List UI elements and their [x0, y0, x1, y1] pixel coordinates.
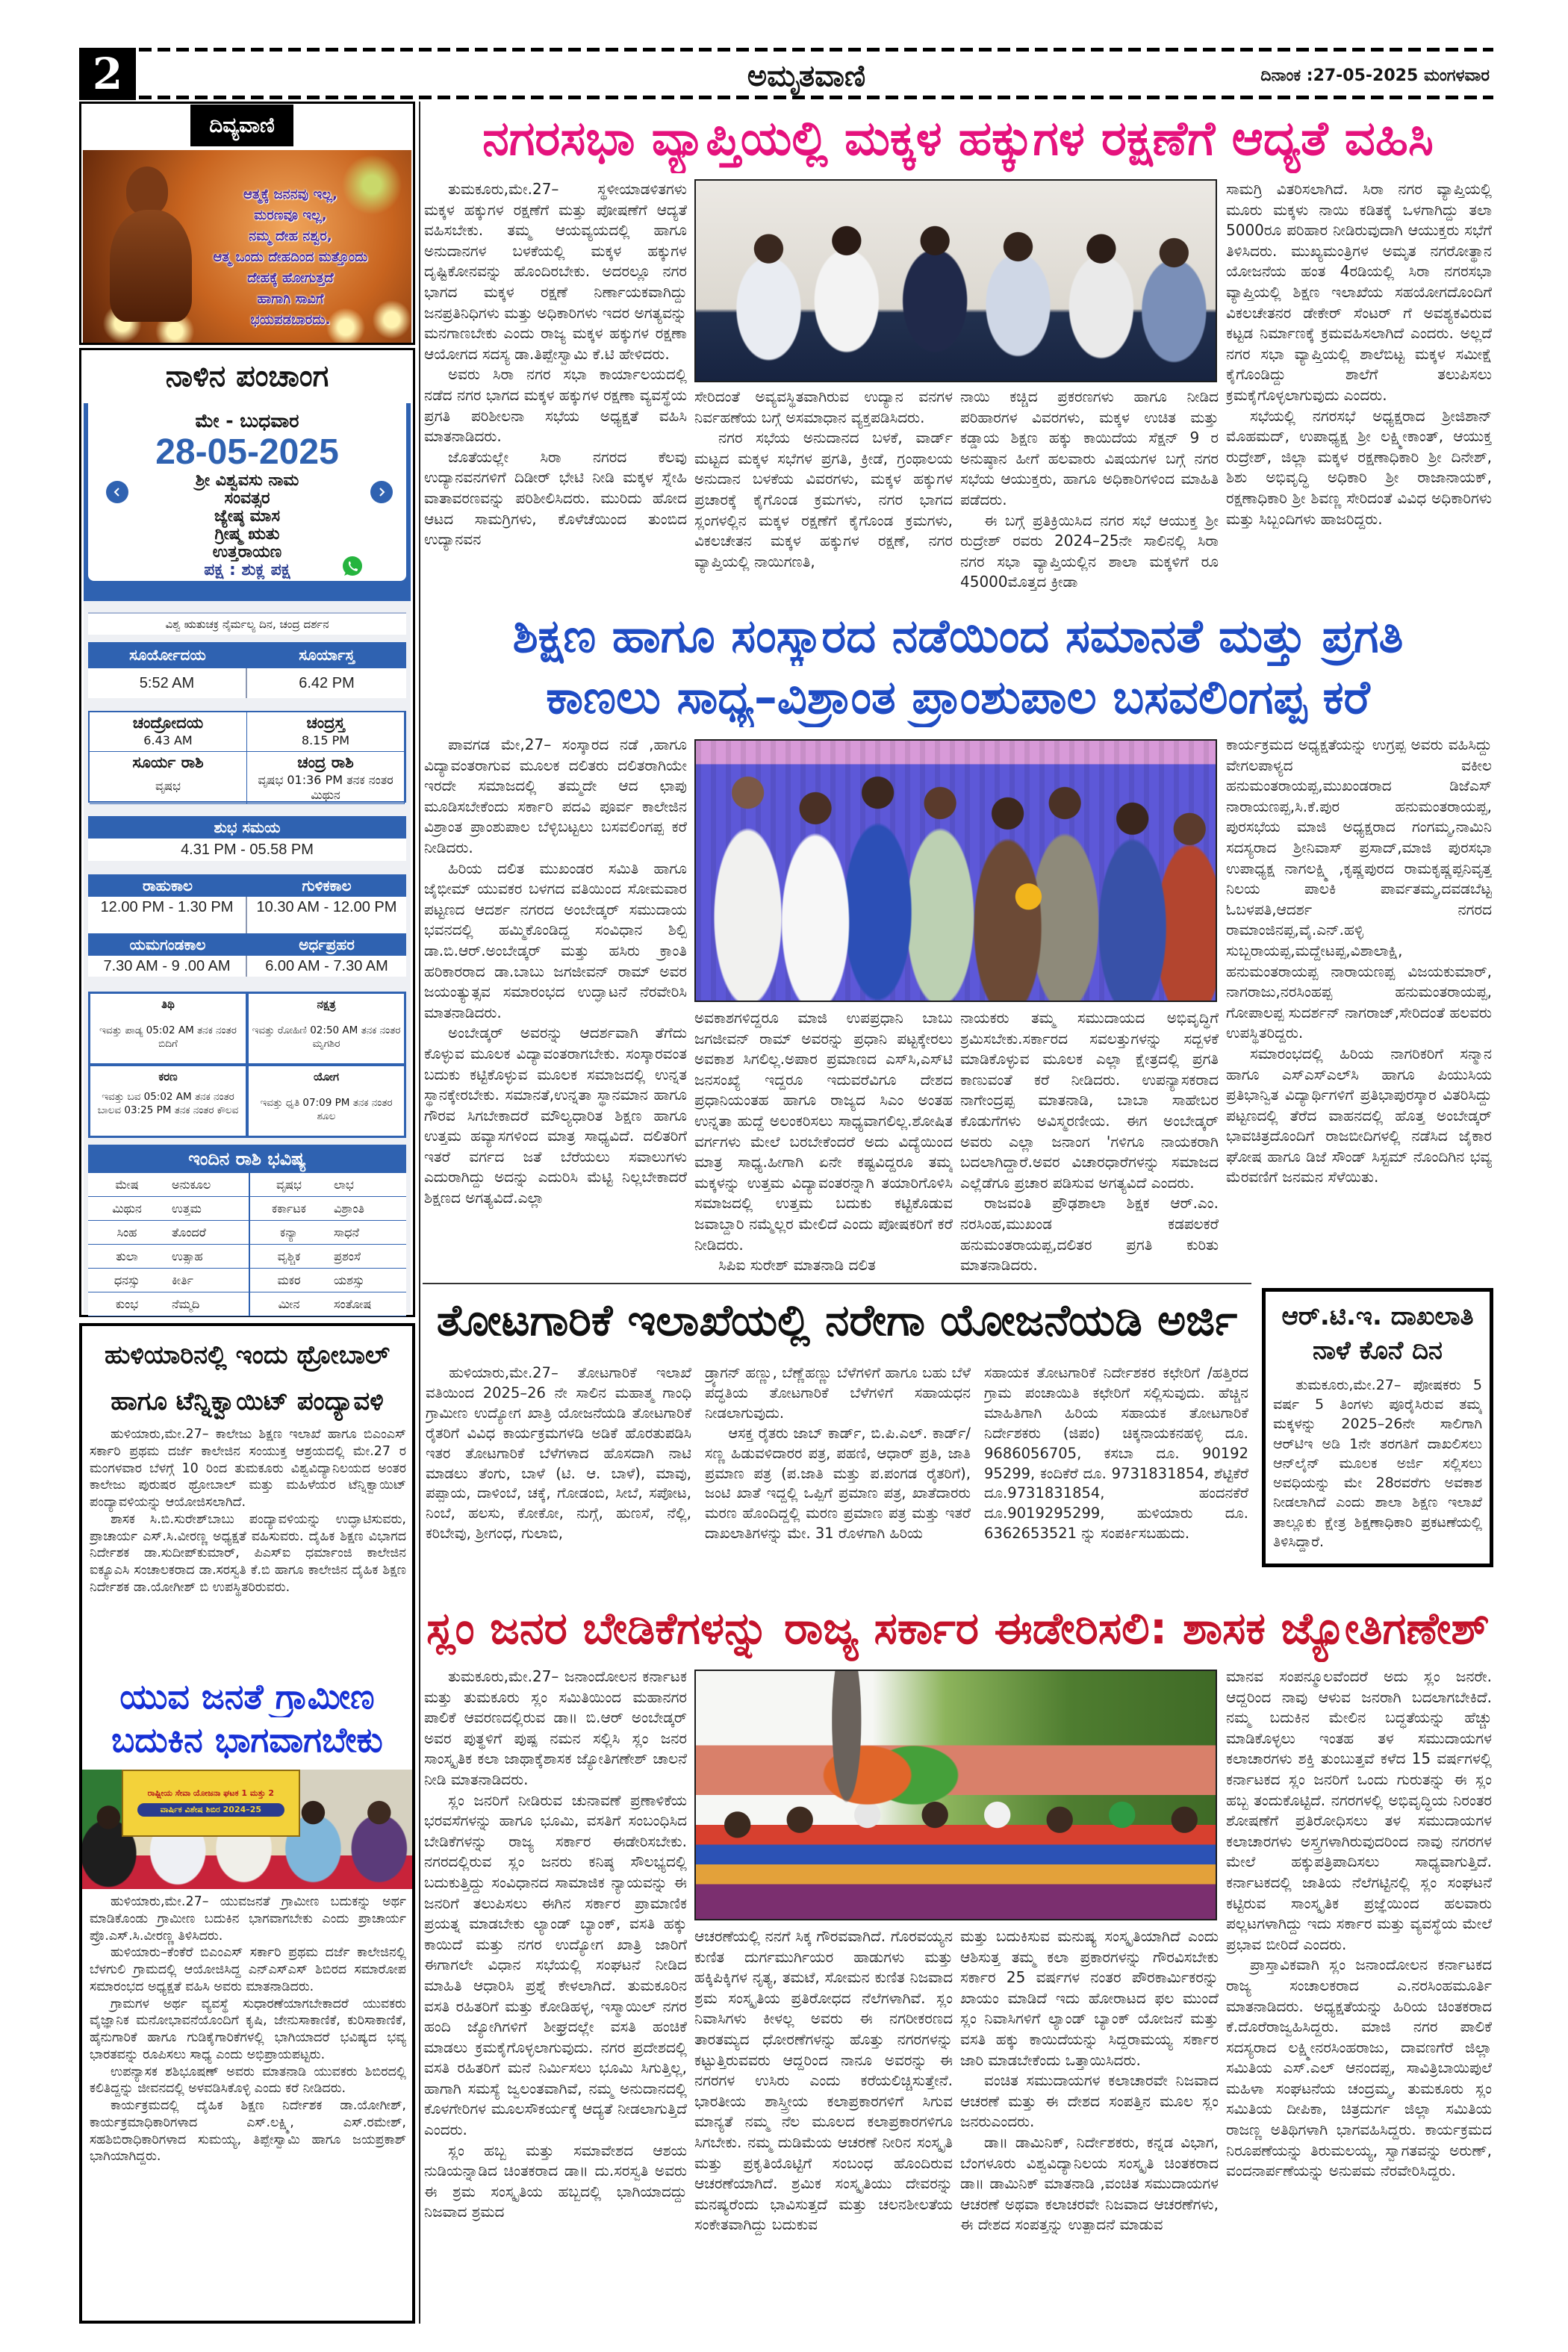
gulikakala-value: 10.30 AM - 12.00 PM	[247, 897, 406, 933]
rahukala-label: ರಾಹುಕಾಲ	[88, 874, 247, 897]
page-number: 2	[79, 48, 136, 100]
panchanga-date-panel	[84, 403, 411, 601]
horticulture-column-1	[426, 1363, 691, 1572]
rte-body	[1273, 1375, 1482, 1562]
article-paragraph: ಸಭೆಯಲ್ಲಿ ನಗರಸಭೆ ಅಧ್ಯಕ್ಷರಾದ ಶ್ರೀಜಿಶಾನ್ ಮೊಹಮದ್, ಉಪಾಧ್ಯಕ್ಷ ಶ್ರೀ ಲಕ್ಷ್ಮೀಕಾಂತ್, ಆಯುಕ್ತ ರುದ್ರೇಶ್, ಜಿಲ್ಲಾ ಮಕ್ಕಳ ರಕ್ಷಣಾಧಿಕಾರಿ ಶ್ರೀ ದಿನೇಶ್, ಶಿಶು ಅಭಿವೃದ್ಧಿ ಅಧಿಕಾರಿ ಶ್ರೀ ರಾಜಾನಾಯಕ್, ರಕ್ಷಣಾಧಿಕಾರಿ ಶ್ರೀ ಶಿವಣ್ಣ ಸೇರಿದಂತೆ ವಿವಿಧ ಅಧಿಕಾರಿಗಳು ಮತ್ತು ಸಿಬ್ಬಂದಿಗಳು ಹಾಜರಿದ್ದರು.	[1226, 406, 1492, 528]
kala-table	[88, 874, 406, 977]
article-paragraph: ನಾಯಿ ಕಚ್ಚಿದ ಪ್ರಕರಣಗಳು ಹಾಗೂ ನೀಡಿದ ಪರಿಹಾರಗಳ ವಿವರಗಳು, ಮಕ್ಕಳ ಉಚಿತ ಮತ್ತು ಕಡ್ಡಾಯ ಶಿಕ್ಷಣ ಹಕ್ಕು ಕಾಯಿದೆಯ ಸೆಕ್ಷನ್ 9 ರ ಅನುಷ್ಠಾನ ಹೀಗೆ ಹಲವಾರು ವಿಷಯಗಳ ಬಗ್ಗೆ ನಗರ ಸಭೆಯ ಆಯುಕ್ತರು, ಹಾಗೂ ಅಧಿಕಾರಿಗಳಿಂದ ಮಾಹಿತಿ ಪಡೆದರು.	[960, 388, 1219, 508]
banner-text: ರಾಷ್ಟ್ರೀಯ ಸೇವಾ ಯೋಜನಾ ಘಟಕ 1 ಮತ್ತು 2	[147, 1788, 275, 1798]
article-paragraph: ಕಾರ್ಯಕ್ರಮದ ಅಧ್ಯಕ್ಷತೆಯನ್ನು ಉಗ್ರಪ್ಪ ಅವರು ವಹಿಸಿದ್ದು ವೇಗಲಪಾಳ್ಯದ ವಕೀಲ ಹನುಮಂತರಾಯಪ್ಪ,ಮುಖಂಡರಾದ ಡಿಜೆಎಸ್ ನಾರಾಯಣಪ್ಪ,ಸಿ.ಕೆ.ಪುರ ಹನುಮಂತರಾಯಪ್ಪ, ಪುರಸಭೆಯ ಮಾಜಿ ಅಧ್ಯಕ್ಷರಾದ ಗಂಗಮ್ಮ,ನಾಮಿನಿ ಸದಸ್ಯರಾದ ಶ್ರೀನಿವಾಸ್ ಪ್ರಸಾದ್,ಮಾಜಿ ಪುರಸಭಾ ಉಪಾಧ್ಯಕ್ಷ ನಾಗಲಕ್ಷ್ಮಿ ,ಕೃಷ್ಣಪುರದ ರಾಮಕೃಷ್ಣಪ್ಪನಿವೃತ್ತ ನಿಲಯ ಪಾಲಕಿ ಪಾರ್ವತಮ್ಮ,ದವಡಬೆಟ್ಟ ಓಬಳಪತಿ,ಆದರ್ಶ ನಗರದ ರಾಮಾಂಜಿನಪ್ಪ,ವೈ.ಎನ್.ಹಳ್ಳಿ ಸುಬ್ಬರಾಯಪ್ಪ,ಮದ್ದೇಟಪ್ಪ,ವಿಶಾಲಾಕ್ಷಿ, ಹನುಮಂತರಾಯಪ್ಪ ನಾರಾಯಣಪ್ಪ ವಿಜಯಕುಮಾರ್, ನಾಗರಾಜು,ನರಸಿಂಹಪ್ಪ ಹನುಮಂತರಾಯಪ್ಪ, ಗೋಪಾಲಪ್ಪ ಸುದರ್ಶನ್ ನಾಗರಾಜ್,ಸೇರಿದಂತೆ ಹಲವರು ಉಪಸ್ಥಿತರಿದ್ದರು.	[1226, 735, 1492, 1042]
child-rights-column-4	[1226, 179, 1492, 594]
column-divider	[419, 102, 420, 2324]
huliyar-articles-box	[79, 1323, 415, 2324]
rashi-sign: ಮಕರ	[277, 1273, 301, 1287]
section-divider	[423, 1283, 1251, 1284]
samvatsara-line: ಶ್ರೀ ವಿಶ್ವವಸು ನಾಮ	[195, 471, 299, 490]
article-paragraph: ಆಚರಣೆಯಲ್ಲಿ ನನಗೆ ಸಿಕ್ಕ ಗೌರವವಾಗಿದೆ. ಗೊರವಯ್ಯನ ಕುಣಿತ ದುರ್ಗಮುರ್ಗಿಯರ ಹಾಡುಗಳು ಮತ್ತು ಹಕ್ಕಿಪಿಕ್ಕಿಗಳ ನೃತ್ಯ, ತಮಟೆ, ಸೋಮನ ಕುಣಿತ ನಿಜವಾದ ಶ್ರಮ ಸಂಸ್ಕೃತಿಯ ಪ್ರತಿರೋಧದ ನೆಲೆಗಳಾಗಿವೆ. ಸ್ಲಂ ನಿವಾಸಿಗಳು ಕೀಳಲ್ಲ ಅವರು ಈ ನಗರೀಕರಣದ ತಾರತಮ್ಯದ ಧೋರಣೆಗಳನ್ನು ಹೊತ್ತು ನಗರಗಳನ್ನು ಕಟ್ಟುತ್ತಿರುವವರು ಆದ್ದರಿಂದ ನಾನೂ ಅವರನ್ನು ಈ ನಗರಗಳ ಉಸಿರು ಎಂದು ಕರೆಯಲಿಚ್ಚಿಸುತ್ತೇನೆ. ಭಾರತೀಯ ಶಾಸ್ತ್ರೀಯ ಕಲಾಪ್ರಕಾರಗಳಿಗೆ ಸಿಗುವ ಮಾನ್ಯತೆ ನಮ್ಮ ನೆಲ ಮೂಲದ ಕಲಾಪ್ರಕಾರಗಳಿಗೂ ಸಿಗಬೇಕು. ನಮ್ಮ ದುಡಿಮೆಯ ಆಚರಣೆ ನೀರಿನ ಸಂಸ್ಕೃತಿ ಮತ್ತು ಪ್ರಕೃತಿಯೊಟ್ಟಿಗೆ ಸಂಬಂಧ ಹೊಂದಿರುವ ಆಚರಣೆಯಾಗಿದೆ. ಶ್ರಮಿಕ ಸಂಸ್ಕೃತಿಯು ದೇವರನ್ನು ಮನಷ್ಯರೆಂದು ಭಾವಿಸುತ್ತದೆ ಮತ್ತು ಚಲನಶೀಲತೆಯ ಸಂಕೇತವಾಗಿದ್ದು ಬದುಕುವ	[694, 1927, 953, 2234]
festival-row: ವಿಶ್ವ ಋತುಚಕ್ರ ನೈರ್ಮಲ್ಯ ದಿನ, ಚಂದ್ರ ದರ್ಶನ	[88, 612, 406, 635]
article-paragraph: ಹಿರಿಯ ದಲಿತ ಮುಖಂಡರ ಸಮಿತಿ ಹಾಗೂ ಜೈಭೀಮ್ ಯುವಕರ ಬಳಗದ ವತಿಯಿಂದ ಸೋಮವಾರ ಪಟ್ಟಣದ ಆದರ್ಶ ನಗರದ ಅಂಬೇಡ್ಕರ್ ಸಮುದಾಯ ಭವನದಲ್ಲಿ ಹಮ್ಮಿಕೊಂಡಿದ್ದ ಸಂವಿಧಾನ ಶಿಲ್ಪಿ ಡಾ.ಬಿ.ಆರ್.ಅಂಬೇಡ್ಕರ್ ಮತ್ತು ಹಸಿರು ಕ್ರಾಂತಿ ಹರಿಕಾರರಾದ ಡಾ.ಬಾಬು ಜಗಜೀವನ್ ರಾಮ್ ಅವರ ಜಯಂತ್ಯುತ್ಸವ ಸಮಾರಂಭದ ಉದ್ಘಾಟನೆ ನೆರವೇರಿಸಿ ಮಾತನಾಡಿದರು.	[424, 859, 687, 1021]
rashi-row	[88, 1269, 406, 1292]
karana-value: ಇವತ್ತು ಬವ 05:02 AM ತನಕ ನಂತರ ಬಾಲವ 03:25 PM ತನಕ ನಂತರ ಕೌಲವ	[97, 1091, 239, 1116]
moon-rashi-table	[88, 711, 406, 803]
divyavani-label: ದಿವ್ಯವಾಣಿ	[190, 105, 293, 146]
moonrise-cell	[90, 712, 247, 752]
child-rights-headline: ನಗರಸಭಾ ವ್ಯಾಪ್ತಿಯಲ್ಲಿ ಮಕ್ಕಳ ಹಕ್ಕುಗಳ ರಕ್ಷಣೆಗೆ ಆದ್ಯತೆ ವಹಿಸಿ	[482, 111, 1434, 167]
quote-line: ಆತ್ಮಕ್ಕೆ ಜನನವು ಇಲ್ಲ,	[243, 187, 338, 202]
quote-line: ದೇಹಕ್ಕೆ ಹೋಗುತ್ತದೆ	[247, 270, 334, 286]
surya-rashi-value: ವೃಷಭ	[155, 779, 181, 793]
panchanga-details	[84, 601, 411, 1313]
ambedkar-column-1	[424, 735, 687, 1280]
slum-column-4	[1226, 1667, 1492, 2324]
rashi-sign: ವೃಶ್ಚಿಕ	[277, 1249, 301, 1263]
sunrise-label: ಸೂರ್ಯೋದಯ	[88, 642, 247, 668]
rural-youth-headline-line: ಯುವ ಜನತೆ ಗ್ರಾಮೀಣ	[119, 1676, 375, 1717]
article-paragraph: ಈ ಬಗ್ಗೆ ಪ್ರತಿಕ್ರಿಯಿಸಿದ ನಗರ ಸಭೆ ಆಯುಕ್ತ ಶ್ರೀ ರುದ್ರೇಶ್ ರವರು 2024–25ನೇ ಸಾಲಿನಲ್ಲಿ ಸಿರಾ ನಗರ ಸಭಾ ವ್ಯಾಪ್ತಿಯಲ್ಲಿನ ಶಾಲಾ ಮಕ್ಕಳಿಗೆ ರೂ 45000ಮೊತ್ತದ ಕ್ರೀಡಾ	[960, 511, 1219, 591]
ritu-line: ಗ್ರೀಷ್ಮ ಋತು	[214, 525, 280, 544]
lamp-lighting-photo	[694, 739, 1217, 1002]
article-paragraph: ಅವರು ಸಿರಾ ನಗರ ಸಭಾ ಕಾರ್ಯಾಲಯದಲ್ಲಿ ನಡೆದ ನಗರ ಭಾಗದ ಮಕ್ಕಳ ಹಕ್ಕುಗಳ ರಕ್ಷಣಾ ವ್ಯವಸ್ಥೆಯ ಪ್ರಗತಿ ಪರಿಶೀಲನಾ ಸಭೆಯ ಅಧ್ಯಕ್ಷತೆ ವಹಿಸಿ ಮಾತನಾಡಿದರು.	[424, 365, 687, 446]
rte-notice-box	[1262, 1288, 1493, 1567]
buddha-head-shape	[126, 167, 168, 216]
sunset-value: 6.42 PM	[247, 668, 406, 698]
previous-day-button[interactable]	[106, 481, 128, 503]
chevron-right-icon	[376, 487, 387, 497]
divyavani-quote	[172, 184, 408, 331]
article-paragraph: ಮಾನವ ಸಂಪನ್ಮೂಲವೆಂದರೆ ಅದು ಸ್ಲಂ ಜನರೇ. ಆದ್ದರಿಂದ ನಾವು ಆಳುವ ಜನರಾಗಿ ಬದಲಾಗಬೇಕಿದೆ. ನಮ್ಮ ಬದುಕಿನ ಮೇಲಿನ ಬದ್ಧತೆಯನ್ನು ಹೆಚ್ಚು ಮಾಡಿಕೊಳ್ಳಲು ಇಂತಹ ತಳ ಸಮುದಾಯಗಳ ಕಲಾಚಾರಗಳು ಶಕ್ತಿ ತುಂಬುತ್ತವೆ ಕಳೆದ 15 ವರ್ಷಗಳಲ್ಲಿ ಕರ್ನಾಟಕದ ಸ್ಲಂ ಜನರಿಗೆ ಒಂದು ಗುರುತನ್ನು ಈ ಸ್ಲಂ ಹಬ್ಬ ತಂದುಕೊಟ್ಟಿದೆ. ನಗರಗಳಲ್ಲಿ ಅಭಿವೃದ್ಧಿಯ ನಿರಂತರ ಶೋಷಣೆಗೆ ಪ್ರತಿರೋಧಿಸಲು ತಳ ಸಮುದಾಯಗಳ ಕಲಾಚಾರಗಳು ಅಸ್ತ್ರಗಳಾಗಿರುವುದರಿಂದ ನಾವು ನಗರಗಳ ಮೇಲೆ ಹಕ್ಕುಪತ್ರಿಪಾದಿಸಲು ಸಾಧ್ಯವಾಗುತ್ತಿದೆ. ಕರ್ನಾಟಕದಲ್ಲಿ ಜಾತಿಯ ನೆಲೆಗಟ್ಟಿನಲ್ಲಿ ಸ್ಲಂ ಸಂಘಟನೆ ಕಟ್ಟಿರುವ ಸಾಂಸ್ಕೃತಿಕ ಪ್ರಜ್ಞೆಯಿಂದ ಹಲವಾರು ಪಲ್ಲಟಗಳಾಗಿದ್ದು ಇದು ಸರ್ಕಾರ ಮತ್ತು ವ್ಯವಸ್ಥೆಯ ಮೇಲೆ ಪ್ರಭಾವ ಬೀರಿದೆ ಎಂದರು.	[1226, 1667, 1492, 1953]
nakshatra-cell	[249, 994, 404, 1063]
moonrise-value: 6.43 AM	[143, 733, 193, 747]
panchanga-title: ನಾಳಿನ ಪಂಚಾಂಗ	[165, 359, 329, 393]
moonset-cell	[247, 712, 405, 752]
rural-youth-headline-line: ಬದುಕಿನ ಭಾಗವಾಗಬೇಕು	[111, 1720, 383, 1760]
rashi-sign: ಕುಂಭ	[115, 1297, 139, 1311]
sunset-label: ಸೂರ್ಯಾಸ್ತ	[247, 642, 406, 668]
rashi-result: ತೊಂದರೆ	[166, 1221, 250, 1244]
rashi-sign: ಸಿಂಹ	[116, 1225, 137, 1239]
quote-line: ಮರಣವೂ ಇಲ್ಲ,	[254, 208, 327, 223]
samvatsara-line: ಸಂವತ್ಸರ	[224, 489, 270, 508]
rashi-result: ಸಾಧನೆ	[334, 1225, 360, 1239]
article-paragraph: ಜೊತೆಯಲ್ಲೇ ಸಿರಾ ನಗರದ ಕೆಲವು ಉದ್ಯಾನವನಗಳಿಗೆ ದಿಡೀರ್ ಭೇಟಿ ನೀಡಿ ಮಕ್ಕಳ ಸ್ನೇಹಿ ವಾತಾವರಣವನ್ನು ಪರಿಶೀಲಿಸಿದರು. ಮುರಿದು ಹೋದ ಆಟದ ಸಾಮಗ್ರಿಗಳು, ಕೊಳೆಚೆಯಿಂದ ತುಂಬಿದ ಉದ್ಯಾನವನ	[424, 447, 687, 549]
article-paragraph: ಹುಳಿಯಾರು,ಮೇ.27– ತೋಟಗಾರಿಕೆ ಇಲಾಖೆ ವತಿಯಿಂದ 2025–26 ನೇ ಸಾಲಿನ ಮಹಾತ್ಮ ಗಾಂಧಿ ಗ್ರಾಮೀಣ ಉದ್ಯೋಗ ಖಾತ್ರಿ ಯೋಜನೆಯಡಿ ತೋಟಗಾರಿಕೆ ರೈತರಿಗೆ ವಿವಿಧ ಕಾರ್ಯಕ್ರಮಗಳಡಿ ಅಡಿಕೆ ಹೊರತುಪಡಿಸಿ ಇತರ ತೋಟಗಾರಿಕೆ ಬೆಳೆಗಳಾದ ಹೊಸದಾಗಿ ನಾಟಿ ಮಾಡಲು ತೆಂಗು, ಬಾಳೆ (ಟಿ. ಆ. ಬಾಳೆ), ಮಾವು, ಪಪ್ಪಾಯ, ದಾಳಿಂಬೆ, ಚಕ್ಕೆ, ಗೋಡಂಬಿ, ಸೀಬೆ, ಸಪೋಟ, ನಿಂಬೆ, ಹಲಸು, ಕೋಕೋ, ನುಗ್ಗೆ, ಹುಣಸೆ, ನೆಲ್ಲಿ, ಕರಿಬೇವು, ಶ್ರೀಗಂಧ, ಗುಲಾಬಿ,	[426, 1364, 691, 1543]
tithi-nakshatra-grid	[88, 992, 406, 1138]
gulikakala-label: ಗುಳಿಕಕಾಲ	[247, 874, 406, 897]
next-day-button[interactable]	[370, 481, 393, 503]
masa-line: ಜ್ಯೇಷ್ಠ ಮಾಸ	[214, 507, 281, 526]
article-paragraph: ಕಾರ್ಯಕ್ರಮದಲ್ಲಿ ದೈಹಿಕ ಶಿಕ್ಷಣ ನಿರ್ದೇಶಕ ಡಾ.ಯೋಗೀಶ್, ಕಾರ್ಯಕ್ರಮಾಧಿಕಾರಿಗಳಾದ ಎಸ್.ಲಕ್ಷ್ಮಿ, ಎಸ್.ರಮೇಶ್, ಸಹಶಿಬಿರಾಧಿಕಾರಿಗಳಾದ ಸುಮಯ್ಯ, ತಿಪ್ಪೇಸ್ವಾಮಿ ಹಾಗೂ ಜಯಪ್ರಕಾಶ್ ಭಾಗಿಯಾಗಿದ್ದರು.	[90, 2098, 406, 2165]
article-paragraph: ಶಾಸಕ ಸಿ.ಬಿ.ಸುರೇಶ್‌ಬಾಬು ಪಂದ್ಯಾವಳಿಯನ್ನು ಉದ್ಘಾಟಿಸುವರು, ಪ್ರಾಚಾರ್ಯ ಎಸ್.ಸಿ.ವೀರಣ್ಣ ಅಧ್ಯಕ್ಷತೆ ವಹಿಸುವರು. ದೈಹಿಕ ಶಿಕ್ಷಣ ವಿಭಾಗದ ನಿರ್ದೇಶಕ ಡಾ.ಸುದೀಪ್‌ಕುಮಾರ್, ಪಿಎಸ್‌ಐ ಧರ್ಮಾಂಜಿ ಕಾಲೇಜಿನ ಐಕ್ಯೂಎಸಿ ಸಂಚಾಲಕರಾದ ಡಾ.ಸರಸ್ವತಿ ಕೆ.ಬಿ ಹಾಗೂ ಕಾಲೇಜಿನ ದೈಹಿಕ ಶಿಕ್ಷಣ ನಿರ್ದೇಶಕ ಡಾ.ಯೋಗೀಶ್ ಬಿ ಉಪಸ್ಥಿತರಿರುವರು.	[90, 1511, 406, 1595]
karana-cell	[90, 1066, 246, 1136]
ambedkar-column-4	[1226, 735, 1492, 1280]
child-rights-column-2	[694, 387, 953, 594]
surya-rashi-label: ಸೂರ್ಯ ರಾಶಿ	[132, 753, 204, 771]
article-paragraph: ಪಾವಗಡ ಮೇ,27– ಸಂಸ್ಕಾರದ ನಡೆ ,ಹಾಗೂ ವಿದ್ಯಾವಂತರಾಗುವ ಮೂಲಕ ದಲಿತರು ದಲಿತರಾಗಿಯೇ ಇರದೇ ಸಮಾಜದಲ್ಲಿ ತಮ್ಮದೇ ಆದ ಛಾಪು ಮೂಡಿಸಬೇಕೆಂದು ಸರ್ಕಾರಿ ಪದವಿ ಪೂರ್ವ ಕಾಲೇಜಿನ ವಿಶ್ರಾಂತ ಪ್ರಾಂಶುಪಾಲ ಬೆಳ್ಳಿಬಟ್ಟಲು ಬಸವಲಿಂಗಪ್ಪ ಕರೆ ನೀಡಿದರು.	[424, 735, 687, 856]
sun-times-table	[88, 642, 406, 698]
child-rights-column-1	[424, 179, 687, 594]
ambedkar-statue-photo	[694, 1670, 1217, 1920]
chandra-rashi-cell	[247, 752, 405, 804]
rashi-result: ನೆಮ್ಮದಿ	[166, 1292, 250, 1316]
chevron-left-icon	[112, 487, 122, 497]
article-paragraph: ಗ್ರಾಮಗಳ ಅರ್ಥ ವ್ಯವಸ್ಥೆ ಸುಧಾರಣೆಯಾಗಬೇಕಾದರೆ ಯುವಕರು ವೈಜ್ಞಾನಿಕ ಮನೋಭಾವನೆಯೊಂದಿಗೆ ಕೃಷಿ, ಜೇನುಸಾಕಾಣಿಕೆ, ಕುರಿಸಾಕಾಣಿಕೆ, ಹೈನುಗಾರಿಕೆ ಹಾಗೂ ಗುಡಿಕೈಗಾರಿಕೆಗಳಲ್ಲಿ ಭಾಗಿಯಾದರೆ ಭವಿಷ್ಯದ ಭವ್ಯ ಭಾರತವನ್ನು ರೂಪಿಸಲು ಸಾಧ್ಯ ಎಂದು ಅಭಿಪ್ರಾಯಪಟ್ಟರು.	[90, 1996, 406, 2062]
rahukala-value: 12.00 PM - 1.30 PM	[88, 897, 247, 933]
yoga-cell	[249, 1066, 404, 1136]
surya-rashi-cell	[90, 752, 247, 804]
whatsapp-icon	[341, 556, 364, 578]
rashi-sign: ತುಲಾ	[116, 1249, 138, 1263]
article-paragraph: ನಗರ ಸಭೆಯ ಅನುದಾನದ ಬಳಕೆ, ವಾರ್ಡ್ ಮಟ್ಟದ ಮಕ್ಕಳ ಸಭೆಗಳ ಪ್ರಗತಿ, ಕ್ರೀಡೆ, ಗ್ರಂಥಾಲಯ ಅನುದಾನ ಬಳಕೆಯ ವಿವರಗಳು, ಮಕ್ಕಳ ಹಕ್ಕುಗಳ ಪ್ರಚಾರಕ್ಕೆ ಕೈಗೊಂಡ ಕ್ರಮಗಳು, ನಗರ ಭಾಗದ ಸ್ಲಂಗಳಲ್ಲಿನ ಮಕ್ಕಳ ರಕ್ಷಣೆಗೆ ಕೈಗೊಂಡ ಕ್ರಮಗಳು, ವಿಕಲಚೇತನ ಮಕ್ಕಳ ಹಕ್ಕುಗಳ ರಕ್ಷಣೆ, ನಗರ ವ್ಯಾಪ್ತಿಯಲ್ಲಿ ನಾಯಿಗಣತಿ,	[694, 429, 953, 570]
article-paragraph: ತುಮಕೂರು,ಮೇ.27– ಜನಾಂದೋಲನ ಕರ್ನಾಟಕ ಮತ್ತು ತುಮಕೂರು ಸ್ಲಂ ಸಮಿತಿಯಿಂದ ಮಹಾನಗರ ಪಾಲಿಕೆ ಆವರಣದಲ್ಲಿರುವ ಡಾ॥ ಬಿ.ಆರ್ ಅಂಬೇಡ್ಕರ್ ಅವರ ಪುತ್ಥಳಿಗೆ ಪುಷ್ಪ ನಮನ ಸಲ್ಲಿಸಿ ಸ್ಲಂ ಜನರ ಸಾಂಸ್ಕೃತಿಕ ಕಲಾ ಜಾಥಾಕ್ಕೆಶಾಸಕ ಜ್ಯೋತಿಗಣೇಶ್ ಚಾಲನೆ ನೀಡಿ ಮಾತನಾಡಿದರು.	[424, 1667, 687, 1788]
quote-line: ಆತ್ಮ ಒಂದು ದೇಹದಿಂದ ಮತ್ತೊಂದು	[213, 249, 368, 265]
rashi-row	[88, 1197, 406, 1221]
horticulture-column-2	[705, 1363, 971, 1572]
slum-column-2	[694, 1926, 953, 2324]
banner-text: ವಾರ್ಷಿಕ ವಿಶೇಷ ಶಿಬಿರ 2024–25	[137, 1803, 284, 1817]
divyavani-box	[79, 102, 415, 345]
paksha-line: ಪಕ್ಷ : ಶುಕ್ಲ ಪಕ್ಷ	[204, 561, 290, 579]
rashi-bhavishya-title: ಇಂದಿನ ರಾಶಿ ಭವಿಷ್ಯ	[88, 1145, 406, 1173]
whatsapp-share-button[interactable]	[341, 556, 364, 578]
moonrise-label: ಚಂದ್ರೋದಯ	[132, 714, 204, 732]
panchanga-date: 28-05-2025	[155, 432, 339, 472]
article-paragraph: ಹುಳಿಯಾರು–ಕೆಂಕೆರೆ ಬಿಎಂಎಸ್ ಸರ್ಕಾರಿ ಪ್ರಥಮ ದರ್ಜೆ ಕಾಲೇಜಿನಲ್ಲಿ ಬೆಳಗುಲಿ ಗ್ರಾಮದಲ್ಲಿ ಆಯೋಜಿಸಿದ್ದ ಎನ್‌ಎಸ್‌ಎಸ್ ಶಿಬಿರದ ಸಮಾರೋಪ ಸಮಾರಂಭದ ಅಧ್ಯಕ್ಷತೆ ವಹಿಸಿ ಅವರು ಮಾತನಾಡಿದರು.	[90, 1945, 406, 1994]
panchanga-box	[79, 348, 415, 1317]
header-top-dashed-rule	[139, 48, 1493, 52]
horticulture-column-3	[984, 1363, 1248, 1572]
article-paragraph: ಪ್ರಾಸ್ತಾವಿಕವಾಗಿ ಸ್ಲಂ ಜನಾಂದೋಲನ ಕರ್ನಾಟಕದ ರಾಜ್ಯ ಸಂಚಾಲಕರಾದ ಎ.ನರಸಿಂಹಮೂರ್ತಿ ಮಾತನಾಡಿದರು. ಅಧ್ಯಕ್ಷತೆಯನ್ನು ಹಿರಿಯ ಚಿಂತಕರಾದ ಕೆ.ದೊರೆರಾಜ್ವಹಿಸಿದ್ದರು. ಮಾಜಿ ನಗರ ಪಾಲಿಕೆ ಸದಸ್ಯರಾದ ಲಕ್ಷ್ಮೀನರಸಿಂಹರಾಜು, ದಾವಣಗೆರೆ ಜಿಲ್ಲಾ ಸಮಿತಿಯ ಎಸ್.ಎಲ್ ಆನಂದಪ್ಪ, ಸಾವಿತ್ರಿಬಾಯಿಪುಲೆ ಮಹಿಳಾ ಸಂಘಟನೆಯ ಚಂದ್ರಮ್ಮ, ತುಮಕೂರು ಸ್ಲಂ ಸಮಿತಿಯ ದೀಪಿಕಾ, ಚಿತ್ರದುರ್ಗ ಜಿಲ್ಲಾ ಸಮಿತಿಯ ರಾಜಣ್ಣ ಅತಿಥಿಗಳಾಗಿ ಭಾಗವಹಿಸಿದ್ದರು. ಕಾರ್ಯಕ್ರಮದ ನಿರೂಪಣೆಯನ್ನು ತಿರುಮಲಯ್ಯ, ಸ್ವಾಗತವನ್ನು ಅರುಣ್, ವಂದನಾರ್ಪಣೆಯನ್ನು ಅನುಪಮ ನೆರವೇರಿಸಿದ್ದರು.	[1226, 1956, 1492, 2180]
rural-youth-article-body	[90, 1894, 406, 2316]
article-paragraph: ಸಿಪಿಐ ಸುರೇಶ್ ಮಾತನಾಡಿ ದಲಿತ	[718, 1256, 876, 1275]
sports-article-body	[90, 1426, 406, 1667]
rashi-result: ಯಶಸ್ಸು	[334, 1273, 365, 1287]
nss-camp-photo	[82, 1770, 412, 1889]
rashi-result: ಲಾಭ	[334, 1177, 354, 1192]
ambedkar-column-2	[694, 1008, 953, 1280]
article-paragraph: ಉಪನ್ಯಾಸಕ ಶಶಿಭೂಷಣ್ ಅವರು ಮಾತನಾಡಿ ಯುವಕರು ಶಿಬಿರದಲ್ಲಿ ಕಲಿತಿದ್ದನ್ನು ಜೀವನದಲ್ಲಿ ಅಳವಡಿಸಿಕೊಳ್ಳಿ ಎಂದು ಕರೆ ನೀಡಿದರು.	[90, 2064, 406, 2097]
rashi-row	[88, 1292, 406, 1316]
yamaganda-value: 7.30 AM - 9 .00 AM	[88, 956, 247, 977]
nakshatra-label: ನಕ್ಷತ್ರ	[317, 998, 336, 1011]
slum-headline: ಸ್ಲಂ ಜನರ ಬೇಡಿಕೆಗಳನ್ನು ರಾಜ್ಯ ಸರ್ಕಾರ ಈಡೇರಿಸಲಿ: ಶಾಸಕ ಜ್ಯೋತಿಗಣೇಶ್	[426, 1602, 1490, 1654]
ambedkar-column-3	[960, 1008, 1219, 1280]
article-paragraph: ರಾಜವಂತಿ ಪ್ರೌಢಶಾಲಾ ಶಿಕ್ಷಕ ಆರ್.ಎಂ. ನರಸಿಂಹ,ಮುಖಂಡ ಕಡಪಲಕರೆ ಹನುಮಂತರಾಯಪ್ಪ,ದಲಿತರ ಪ್ರಗತಿ ಕುರಿತು ಮಾತನಾಡಿದರು.	[960, 1194, 1219, 1275]
yoga-label: ಯೋಗ	[313, 1070, 340, 1083]
rashi-bhavishya-table	[88, 1173, 406, 1316]
yoga-value: ಇವತ್ತು ಧೃತಿ 07:09 PM ತನಕ ನಂತರ ಶೂಲ	[260, 1097, 393, 1122]
article-paragraph: ಸಹಾಯಕ ತೋಟಗಾರಿಕೆ ನಿರ್ದೇಶಕರ ಕಛೇರಿಗೆ /ಹತ್ತಿರದ ಗ್ರಾಮ ಪಂಚಾಯಿತಿ ಕಛೇರಿಗೆ ಸಲ್ಲಿಸುವುದು. ಹೆಚ್ಚಿನ ಮಾಹಿತಿಗಾಗಿ ಹಿರಿಯ ಸಹಾಯಕ ತೋಟಗಾರಿಕೆ ನಿರ್ದೇಶಕರು (ಜಿಪಂ) ಚಿಕ್ಕನಾಯಕನಹಳ್ಳಿ ದೂ. 9686056705, ಕಸಬಾ ದೂ. 90192 95299, ಕಂದಿಕೆರೆ ದೂ. 9731831854, ಶೆಟ್ಟಿಕೆರೆ ದೂ.9731831854, ಹಂದನಕೆರೆ ದೂ.9019295299, ಹುಳಿಯಾರು ದೂ. 6362653521 ನ್ನು ಸಂಪರ್ಕಿಸಬಹುದು.	[984, 1364, 1248, 1543]
quote-line: ನಮ್ಮ ದೇಹ ನಶ್ವರ,	[249, 228, 332, 244]
article-paragraph: ತುಮಕೂರು,ಮೇ.27– ಸ್ಥಳೀಯಾಡಳಿತಗಳು ಮಕ್ಕಳ ಹಕ್ಕುಗಳ ರಕ್ಷಣೆಗೆ ಮತ್ತು ಪೋಷಣೆಗೆ ಆದ್ಯತೆ ವಹಿಸಬೇಕು. ತಮ್ಮ ಆಯವ್ಯಯದಲ್ಲಿ ಹಾಗೂ ಅನುದಾನಗಳ ಬಳಕೆಯಲ್ಲಿ ಮಕ್ಕಳ ಹಕ್ಕುಗಳ ದೃಷ್ಟಿಕೋನವನ್ನು ಹೊಂದಿರಬೇಕು. ಅದರಲ್ಲೂ ನಗರ ಭಾಗದ ಮಕ್ಕಳ ರಕ್ಷಣೆ ನಿರ್ಣಾಯಕವಾಗಿದ್ದು ಜನಪ್ರತಿನಿಧಿಗಳು ಮತ್ತು ಅಧಿಕಾರಿಗಳು ಇದರ ಅಗತ್ಯವನ್ನು ಮನಗಾಣಬೇಕು ಎಂದು ರಾಜ್ಯ ಮಕ್ಕಳ ಹಕ್ಕುಗಳ ರಕ್ಷಣಾ ಆಯೋಗದ ಸದಸ್ಯ ಡಾ.ತಿಪ್ಪೇಸ್ವಾಮಿ ಕೆ.ಟಿ ಹೇಳಿದರು.	[424, 180, 687, 363]
ardhaprahara-label: ಅರ್ಧಪ್ರಹರ	[247, 933, 406, 956]
rashi-result: ಕೀರ್ತಿ	[166, 1269, 250, 1292]
article-paragraph: ಆಸಕ್ತ ರೈತರು ಜಾಬ್ ಕಾರ್ಡ್, ಬಿ.ಪಿ.ಎಲ್. ಕಾರ್ಡ್/ಸಣ್ಣ ಹಿಡುವಳಿದಾರರ ಪತ್ರ, ಪಹಣಿ, ಆಧಾರ್ ಪ್ರತಿ, ಜಾತಿ ಪ್ರಮಾಣ ಪತ್ರ (ಪ.ಜಾತಿ ಮತ್ತು ಪ.ಪಂಗಡ ರೈತರಿಗೆ), ಜಂಟಿ ಖಾತೆ ಇದ್ದಲ್ಲಿ ಒಪ್ಪಿಗೆ ಪ್ರಮಾಣ ಪತ್ರ, ಖಾತೆದಾರರು ಮರಣ ಹೊಂದಿದ್ದಲ್ಲಿ ಮರಣ ಪ್ರಮಾಣ ಪತ್ರ ಮತ್ತು ಇತರೆ ದಾಖಲಾತಿಗಳನ್ನು ಮೇ. 31 ರೊಳಗಾಗಿ ಹಿರಿಯ	[705, 1424, 971, 1543]
buddha-quote-image	[83, 150, 411, 343]
rashi-result: ಪ್ರಶಂಸೆ	[334, 1249, 361, 1263]
article-paragraph: ಡ್ರ್ಯಾಗನ್ ಹಣ್ಣು, ಬೆಣ್ಣೆಹಣ್ಣು ಬೆಳೆಗಳಿಗೆ ಹಾಗೂ ಬಹು ಬೆಳೆ ಪದ್ಧತಿಯ ತೋಟಗಾರಿಕೆ ಬೆಳೆಗಳಿಗೆ ಸಹಾಯಧನ ನೀಡಲಾಗುವುದು.	[705, 1364, 971, 1422]
slum-column-3	[960, 1926, 1219, 2324]
tithi-cell	[90, 994, 246, 1063]
rashi-row	[88, 1221, 406, 1245]
issue-date: ದಿನಾಂಕ :27-05-2025 ಮಂಗಳವಾರ	[1260, 66, 1490, 85]
month-weekday: ಮೇ - ಬುಧವಾರ	[195, 410, 299, 432]
article-paragraph: ಅಂಬೇಡ್ಕರ್ ಅವರನ್ನು ಆದರ್ಶವಾಗಿ ತೆಗೆದು ಕೊಳ್ಳುವ ಮೂಲಕ ವಿದ್ಯಾವಂತರಾಗಬೇಕು. ಸಂಸ್ಕಾರವಂತ ಬದುಕು ಕಟ್ಟಿಕೊಳ್ಳುವ ಮೂಲಕ ಸಮಾಜದಲ್ಲಿ ಉನ್ನತ ಸ್ಥಾನಕ್ಕೇರಬೇಕು. ಸಮಾನತೆ,ಉನ್ನತಾ ಸ್ಥಾನಮಾನ ಹಾಗೂ ಗೌರವ ಸಿಗಬೇಕಾದರೆ ಮೌಲ್ಯಧಾರಿತ ಶಿಕ್ಷಣ ಹಾಗೂ ಉತ್ತಮ ಹವ್ಯಾಸಗಳಿಂದ ಮಾತ್ರ ಸಾಧ್ಯವಿದೆ. ದಲಿತರಿಗೆ ಇತರೆ ವರ್ಗದ ಜತೆ ಬೆರೆಯಲು ಸವಾಲುಗಳು ಎದುರಾಗಿದ್ದು ಅದನ್ನು ಎದುರಿಸಿ ಮೆಟ್ಟಿ ನಿಲ್ಲಬೇಕಾದರೆ ಶಿಕ್ಷಣದ ಅಗತ್ಯವಿದೆ.ಎಲ್ಲಾ	[424, 1024, 687, 1207]
article-paragraph: ಸಾಮಗ್ರಿ ವಿತರಿಸಲಾಗಿದೆ. ಸಿರಾ ನಗರ ವ್ಯಾಪ್ತಿಯಲ್ಲಿ ಮೂರು ಮಕ್ಕಳು ನಾಯಿ ಕಡಿತಕ್ಕೆ ಒಳಗಾಗಿದ್ದು ತಲಾ 5000ರೂ ಪರಿಹಾರ ನೀಡಿರುವುದಾಗಿ ಆಯುಕ್ತರು ಸಭೆಗೆ ತಿಳಿಸಿದರು. ಮುಖ್ಯಮಂತ್ರಿಗಳ ಅಮೃತ ನಗರೋತ್ಥಾನ ಯೋಜನೆಯ ಹಂತ 4ರಡಿಯಲ್ಲಿ ಸಿರಾ ನಗರಸಭಾ ವ್ಯಾಪ್ತಿಯಲ್ಲಿ ಶಿಕ್ಷಣ ಇಲಾಖೆಯ ಸಹಯೋಗದೊಂದಿಗೆ ವಿಕಲಚೇತನರ ಡೇಕೇರ್ ಸೆಂಟರ್ ಗೆ ಅವಶ್ಯಕವಿರುವ ಕಟ್ಟಡ ನಿರ್ಮಾಣಕ್ಕೆ ಕ್ರಮವಹಿಸಲಾಗಿದೆ ಎಂದರು. ಅಲ್ಲದೆ ನಗರ ಸಭಾ ವ್ಯಾಪ್ತಿಯಲ್ಲಿ ಶಾಲೆಬಿಟ್ಟ ಮಕ್ಕಳ ಸಮೀಕ್ಷೆ ಕೈಗೊಂಡಿದ್ದು ಶಾಲೆಗೆ ತಲುಪಿಸಲು ಕ್ರಮಕೈಗೊಳ್ಳಲಾಗುವುದು ಎಂದರು.	[1226, 180, 1492, 404]
sports-headline-line: ಹಾಗೂ ಟೆನ್ನಿಕ್ವಾಯಿಟ್ ಪಂದ್ಯಾವಳಿ	[111, 1387, 384, 1416]
moonset-label: ಚಂದ್ರಸ್ತ	[306, 714, 345, 732]
rashi-result: ಉತ್ಸಾಹ	[166, 1245, 250, 1268]
quote-line: ಹಾಗಾಗಿ ಸಾವಿಗೆ	[257, 291, 324, 307]
ambedkar-headline-line: ಕಾಣಲು ಸಾಧ್ಯ–ವಿಶ್ರಾಂತ ಪ್ರಾಂಶುಪಾಲ ಬಸವಲಿಂಗಪ್ಪ ಕರೆ	[546, 670, 1370, 724]
rashi-result: ವಿಶ್ರಾಂತಿ	[334, 1201, 365, 1216]
moonset-value: 8.15 PM	[301, 733, 350, 747]
rte-headline-line: ಆರ್.ಟಿ.ಇ. ದಾಖಲಾತಿ	[1281, 1301, 1474, 1331]
rashi-result: ಉತ್ತಮ	[166, 1197, 250, 1220]
tithi-label: ತಿಥಿ	[161, 998, 175, 1011]
nss-banner	[122, 1770, 300, 1837]
rashi-sign: ಧನಸ್ಸು	[113, 1273, 140, 1287]
masthead-title: ಅಮೃತವಾಣಿ	[747, 59, 866, 93]
shubha-samaya-value: 4.31 PM - 05.58 PM	[88, 839, 406, 861]
rashi-sign: ಮಿಥುನ	[112, 1201, 142, 1216]
article-paragraph: ಸ್ಲಂ ಜನರಿಗೆ ನೀಡಿರುವ ಚುನಾವಣೆ ಪ್ರಣಾಳಿಕೆಯ ಭರವಸೆಗಳನ್ನು ಹಾಗೂ ಭೂಮಿ, ವಸತಿಗೆ ಸಂಬಂಧಿಸಿದ ಬೇಡಿಕೆಗಳನ್ನು ರಾಜ್ಯ ಸರ್ಕಾರ ಈಡೇರಿಸಬೇಕು. ನಗರದಲ್ಲಿರುವ ಸ್ಲಂ ಜನರು ಕನಿಷ್ಠ ಸೌಲಭ್ಯದಲ್ಲಿ ಬದುಕುತ್ತಿದ್ದು ಸಂವಿಧಾನದ ಸಾಮಾಜಿಕ ನ್ಯಾಯವನ್ನು ಈ ಜನರಿಗೆ ತಲುಪಿಸಲು ಈಗಿನ ಸರ್ಕಾರ ಪ್ರಾಮಾಣಿಕ ಪ್ರಯತ್ನ ಮಾಡಬೇಕು ಲ್ಯಾಂಡ್ ಬ್ಯಾಂಕ್, ವಸತಿ ಹಕ್ಕು ಕಾಯಿದೆ ಮತ್ತು ನಗರ ಉದ್ಯೋಗ ಖಾತ್ರಿ ಜಾರಿಗೆ ಈಗಾಗಲೇ ವಿಧಾನ ಸಭೆಯಲ್ಲಿ ಸಂಘಟನೆ ನೀಡಿದ ಮಾಹಿತಿ ಆಧಾರಿಸಿ ಪ್ರಶ್ನೆ ಕೇಳಲಾಗಿದೆ. ತುಮಕೂರಿನ ವಸತಿ ರಹಿತರಿಗೆ ಮತ್ತು ಕೋಡಿಹಳ್ಳ, ಇಸ್ಮಾಯಿಲ್ ನಗರ ಹಂದಿ ಜ್ಯೋಗಿಗಳಿಗೆ ಶೀಘ್ರದಲ್ಲೇ ವಸತಿ ಹಂಚಿಕೆ ಮಾಡಲು ಕ್ರಮಕೈಗೊಳ್ಳಲಾಗುವುದು. ನಗರ ಪ್ರದೇಶದಲ್ಲಿ ವಸತಿ ರಹಿತರಿಗೆ ಮನೆ ನಿರ್ಮಿಸಲು ಭೂಮಿ ಸಿಗುತ್ತಿಲ್ಲ, ಹಾಗಾಗಿ ಸಮಸ್ಯೆ ಜ್ವಲಂತವಾಗಿವೆ, ನಮ್ಮ ಅನುದಾನದಲ್ಲಿ ಕೊಳಗೇರಿಗಳ ಮೂಲಸೌಕರ್ಯಕ್ಕೆ ಆದ್ಯತೆ ನೀಡಲಾಗುತ್ತಿದೆ ಎಂದರು.	[424, 1791, 687, 2139]
article-paragraph: ಸ್ಲಂ ಹಬ್ಬ ಮತ್ತು ಸಮಾವೇಶದ ಆಶಯ ನುಡಿಯನ್ನಾಡಿದ ಚಿಂತಕರಾದ ಡಾ॥ ದು.ಸರಸ್ವತಿ ಅವರು ಈ ಶ್ರಮ ಸಂಸ್ಕೃತಿಯ ಹಬ್ಬದಲ್ಲಿ ಭಾಗಿಯಾದದ್ದು ನಿಜವಾದ ಶ್ರಮದ	[424, 2141, 687, 2221]
article-paragraph: ಹುಳಿಯಾರು,ಮೇ.27– ಯುವಜನತೆ ಗ್ರಾಮೀಣ ಬದುಕನ್ನು ಅರ್ಥ ಮಾಡಿಕೊಂಡು ಗ್ರಾಮೀಣ ಬದುಕಿನ ಭಾಗವಾಗಬೇಕು ಎಂದು ಪ್ರಾಚಾರ್ಯ ಪ್ರೊ.ಎಸ್.ಸಿ.ವೀರಣ್ಣ ತಿಳಿಸಿದರು.	[90, 1894, 406, 1944]
slum-column-1	[424, 1667, 687, 2324]
rashi-sign: ಮೀನ	[278, 1297, 300, 1311]
ayana-line: ಉತ್ತರಾಯಣ	[212, 543, 282, 561]
nakshatra-value: ಇವತ್ತು ರೋಹಿಣಿ 02:50 AM ತನಕ ನಂತರ ಮೃಗಶಿರ	[252, 1024, 401, 1050]
article-paragraph: ಸಮಾರಂಭದಲ್ಲಿ ಹಿರಿಯ ನಾಗರಿಕರಿಗೆ ಸನ್ಮಾನ ಹಾಗೂ ಎಸ್‌ಎಸ್‌ಎಲ್‌ಸಿ ಹಾಗೂ ಪಿಯುಸಿಯ ಪ್ರತಿಭಾನ್ವಿತ ವಿದ್ಯಾರ್ಥಿಗಳಿಗೆ ಪ್ರತಿಭಾಪುರಸ್ಕಾರ ವಿತರಿಸಿದ್ದು ಪಟ್ಟಣದಲ್ಲಿ ತೆರೆದ ವಾಹನದಲ್ಲಿ ಹೊತ್ತ ಅಂಬೇಡ್ಕರ್ ಭಾವಚಿತ್ರದೊಂದಿಗೆ ರಾಜಬೀದಿಗಳಲ್ಲಿ ನಡೆಸಿದ ಜೈಕಾರ ಘೋಷ ಹಾಗೂ ಡಿಜೆ ಸೌಂಡ್ ಸಿಸ್ಟಮ್ ನೊಂದಿಗಿನ ಭವ್ಯ ಮೆರವಣಿಗೆ ಜನಮನ ಸೆಳೆಯಿತು.	[1226, 1044, 1492, 1186]
rashi-sign: ಕರ್ಕಾಟಕ	[272, 1201, 306, 1216]
tithi-value: ಇವತ್ತು ಪಾಡ್ಯ 05:02 AM ತನಕ ನಂತರ ಬಿದಿಗೆ	[99, 1024, 237, 1050]
article-paragraph: ಮತ್ತು ಬದುಕಿಸುವ ಮನುಷ್ಯ ಸಂಸ್ಕೃತಿಯಾಗಿದೆ ಎಂದು ಆಶಿಸುತ್ತ ತಮ್ಮ ಕಲಾ ಪ್ರಕಾರಗಳನ್ನು ಗೌರವಿಸಬೇಕು ಸರ್ಕಾರ 25 ವರ್ಷಗಳ ನಂತರ ಪೌರಕಾರ್ಮಿಕರನ್ನು ಖಾಯಂ ಮಾಡಿದೆ ಇದು ಹೋರಾಟದ ಫಲ ಮುಂದೆ ಸ್ಲಂ ನಿವಾಸಿಗಳಿಗೆ ಲ್ಯಾಂಡ್ ಬ್ಯಾಂಕ್ ಯೋಜನೆ ಮತ್ತು ವಸತಿ ಹಕ್ಕು ಕಾಯಿದೆಯನ್ನು ಸಿದ್ದರಾಮಯ್ಯ ಸರ್ಕಾರ ಜಾರಿ ಮಾಡಬೇಕೆಂದು ಒತ್ತಾಯಿಸಿದರು.	[960, 1927, 1219, 2069]
sunrise-value: 5:52 AM	[88, 668, 247, 698]
panchanga-date-card	[88, 403, 406, 581]
rashi-sign: ಕನ್ಯಾ	[280, 1225, 298, 1239]
rashi-row	[88, 1245, 406, 1269]
child-rights-column-3	[960, 387, 1219, 594]
article-paragraph: ವಂಚಿತ ಸಮುದಾಯಗಳ ಕಲಾಚಾರವೇ ನಿಜವಾದ ಆಚರಣೆ ಮತ್ತು ಈ ದೇಶದ ಸಂಪತ್ತಿನ ಮೂಲ ಸ್ಲಂ ಜನರುಎಂದರು.	[960, 2071, 1219, 2131]
rashi-result: ಸಂತೋಷ	[334, 1297, 372, 1311]
shubha-samaya-label: ಶುಭ ಸಮಯ	[88, 816, 406, 839]
article-paragraph: ಹುಳಿಯಾರು,ಮೇ.27– ಕಾಲೇಜು ಶಿಕ್ಷಣ ಇಲಾಖೆ ಹಾಗೂ ಬಿಎಂಎಸ್ ಸರ್ಕಾರಿ ಪ್ರಥಮ ದರ್ಜೆ ಕಾಲೇಜಿನ ಸಂಯುಕ್ತ ಆಶ್ರಯದಲ್ಲಿ ಮೇ.27 ರ ಮಂಗಳವಾರ ಬೆಳಗ್ಗೆ 10 ರಿಂದ ತುಮಕೂರು ವಿಶ್ವವಿದ್ಯಾನಿಲಯದ ಅಂತರ ಕಾಲೇಜು ಪುರುಷರ ಥ್ರೋಬಾಲ್ ಮತ್ತು ಮಹಿಳೆಯರ ಟೆನ್ನಿಕ್ವಾಯಿಟ್ ಪಂದ್ಯಾವಳಿಯನ್ನು ಆಯೋಜಿಸಲಾಗಿದೆ.	[90, 1427, 406, 1510]
rashi-sign: ಮೇಷ	[115, 1177, 139, 1192]
chandra-rashi-label: ಚಂದ್ರ ರಾಶಿ	[297, 753, 354, 771]
sports-headline-line: ಹುಳಿಯಾರಿನಲ್ಲಿ ಇಂದು ಥ್ರೋಬಾಲ್	[104, 1340, 391, 1370]
horticulture-headline: ತೋಟಗಾರಿಕೆ ಇಲಾಖೆಯಲ್ಲಿ ನರೇಗಾ ಯೋಜನೆಯಡಿ ಅರ್ಜಿ	[436, 1295, 1238, 1345]
rashi-sign: ವೃಷಭ	[276, 1177, 302, 1192]
yamaganda-label: ಯಮಗಂಡಕಾಲ	[88, 933, 247, 956]
rashi-row	[88, 1173, 406, 1197]
article-paragraph: ನಾಯಕರು ತಮ್ಮ ಸಮುದಾಯದ ಅಭಿವೃದ್ಧಿಗೆ ಶ್ರಮಿಸಬೇಕು.ಸರ್ಕಾರದ ಸವಲತ್ತುಗಳನ್ನು ಸದ್ಬಳಕೆ ಮಾಡಿಕೊಳ್ಳುವ ಮೂಲಕ ಎಲ್ಲಾ ಕ್ಷೇತ್ರದಲ್ಲಿ ಪ್ರಗತಿ ಕಾಣುವಂತೆ ಕರೆ ನೀಡಿದರು. ಉಪನ್ಯಾಸಕರಾದ ನಾಗೇಂದ್ರಪ್ಪ ಮಾತನಾಡಿ, ಬಾಬಾ ಸಾಹೇಬರ ಕೊಡುಗೆಗಳು ಅವಿಸ್ಮರಣೀಯ. ಈಗ ಅಂಬೇಡ್ಕರ್ ಅವರು ಎಲ್ಲಾ ಜನಾಂಗ 'ಗಳಿಗೂ ನಾಯಕರಾಗಿ ಬದಲಾಗಿದ್ದಾರೆ.ಅವರ ವಿಚಾರಧಾರೆಗಳನ್ನು ಸಮಾಜದ ಎಲ್ಲೆಡೆಗೂ ಪ್ರಚಾರ ಪಡಿಸುವ ಅಗತ್ಯವಿದೆ ಎಂದರು.	[960, 1009, 1219, 1192]
shubha-samaya-table	[88, 816, 406, 861]
rashi-result: ಅನುಕೂಲ	[166, 1173, 250, 1196]
ambedkar-headline-line: ಶಿಕ್ಷಣ ಹಾಗೂ ಸಂಸ್ಕಾರದ ನಡೆಯಿಂದ ಸಮಾನತೆ ಮತ್ತು ಪ್ರಗತಿ	[512, 609, 1404, 663]
article-paragraph: ಸೇರಿದಂತೆ ಅವ್ಯವಸ್ಥಿತವಾಗಿರುವ ಉದ್ಯಾನ ವನಗಳ ನಿರ್ವಹಣೆಯ ಬಗ್ಗೆ ಅಸಮಾಧಾನ ವ್ಯಕ್ತಪಡಿಸಿದರು.	[694, 388, 953, 426]
meeting-photo	[694, 179, 1217, 382]
chandra-rashi-value: ವೃಷಭ 01:36 PM ತನಕ ನಂತರ ಮಿಥುನ	[258, 773, 393, 802]
ardhaprahara-value: 6.00 AM - 7.30 AM	[247, 956, 406, 977]
rte-headline-line: ನಾಳೆ ಕೊನೆ ದಿನ	[1313, 1336, 1443, 1366]
article-paragraph: ತುಮಕೂರು,ಮೇ.27– ಪೋಷಕರು 5 ವರ್ಷ 5 ತಿಂಗಳು ಪೂರೈಸಿರುವ ತಮ್ಮ ಮಕ್ಕಳನ್ನು 2025–26ನೇ ಸಾಲಿಗಾಗಿ ಆರ್‌ಟಿಇ ಅಡಿ 1ನೇ ತರಗತಿಗೆ ದಾಖಲಿಸಲು ಆನ್‌ಲೈನ್ ಮೂಲಕ ಅರ್ಜಿ ಸಲ್ಲಿಸಲು ಅವಧಿಯನ್ನು ಮೇ 28ರವರೆಗು ಅವಕಾಶ ನೀಡಲಾಗಿದೆ ಎಂದು ಶಾಲಾ ಶಿಕ್ಷಣ ಇಲಾಖೆ ತಾಲ್ಲೂಕು ಕ್ಷೇತ್ರ ಶಿಕ್ಷಣಾಧಿಕಾರಿ ಪ್ರಕಟಣೆಯಲ್ಲಿ ತಿಳಿಸಿದ್ದಾರೆ.	[1273, 1377, 1482, 1550]
article-paragraph: ಅವಕಾಶಗಳಿದ್ದರೂ ಮಾಜಿ ಉಪಪ್ರಧಾನಿ ಬಾಬು ಜಗಜೀವನ್ ರಾಮ್ ಅವರನ್ನು ಪ್ರಧಾನಿ ಪಟ್ಟಕ್ಕೇರಲು ಅವಕಾಶ ಸಿಗಲಿಲ್ಲ.ಅಪಾರ ಪ್ರಮಾಣದ ಎಸ್‌ಸಿ,ಎಸ್‌ಟಿ ಜನಸಂಖ್ಯೆ ಇದ್ದರೂ ಇದುವರೆವಿಗೂ ದೇಶದ ಪ್ರಧಾನಿಯಂತಹ ಹಾಗೂ ರಾಜ್ಯದ ಸಿಎಂ ಅಂತಹ ಉನ್ನತಾ ಹುದ್ದೆ ಅಲಂಕರಿಸಲು ಸಾಧ್ಯವಾಗಲಿಲ್ಲ.ಶೋಷಿತ ವರ್ಗಗಳು ಮೇಲೆ ಬರಬೇಕೆಂದರೆ ಅದು ವಿದ್ಯೆಯಿಂದ ಮಾತ್ರ ಸಾಧ್ಯ.ಹೀಗಾಗಿ ಏನೇ ಕಷ್ಟವಿದ್ದರೂ ತಮ್ಮ ಮಕ್ಕಳನ್ನು ಉತ್ತಮ ವಿದ್ಯಾವಂತರನ್ನಾಗಿ ತಯಾರಿಗೊಳಿಸಿ ಸಮಾಜದಲ್ಲಿ ಉತ್ತಮ ಬದುಕು ಕಟ್ಟಿಕೊಡುವ ಜವಾಬ್ದಾರಿ ನಮ್ಮೆಲ್ಲರ ಮೇಲಿದೆ ಎಂದು ಪೋಷಕರಿಗೆ ಕರೆ ನೀಡಿದರು.	[694, 1009, 953, 1254]
karana-label: ಕರಣ	[158, 1070, 178, 1083]
article-paragraph: ಡಾ॥ ಡಾಮಿನಿಕ್, ನಿರ್ದೇಶಕರು, ಕನ್ನಡ ವಿಭಾಗ, ಬೆಂಗಳೂರು ವಿಶ್ವವಿದ್ಯಾನಿಲಯ ಸಂಸ್ಕೃತಿ ಚಿಂತಕರಾದ ಡಾ॥ ಡಾಮಿನಿಕ್ ಮಾತನಾಡಿ ,ವಂಚಿತ ಸಮುದಾಯಗಳ ಆಚರಣೆ ಅಥವಾ ಕಲಾಚರವೇ ನಿಜವಾದ ಆಚರಣೆಗಳು, ಈ ದೇಶದ ಸಂಪತ್ತನ್ನು ಉತ್ಪಾದನೆ ಮಾಡುವ	[960, 2132, 1219, 2234]
quote-line: ಭಯಪಡಬಾರದು.	[250, 312, 331, 328]
